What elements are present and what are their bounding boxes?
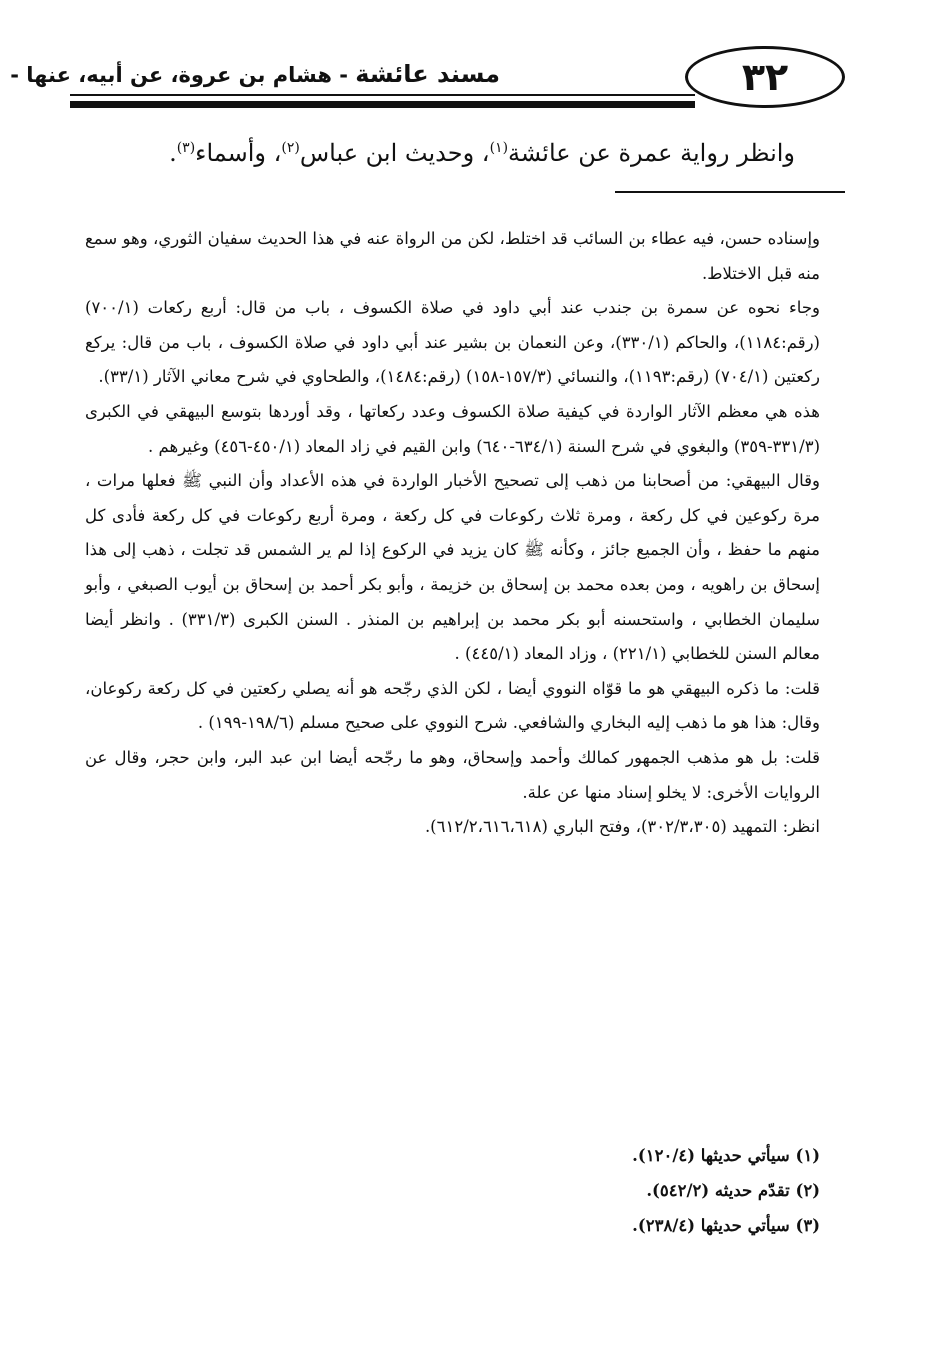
main-text-part: .	[169, 139, 177, 167]
header-rule-thin	[70, 94, 695, 96]
commentary-notes	[85, 222, 820, 845]
note-paragraph: انظر: التمهيد (٣٠٢/٣،٣٠٥)، وفتح الباري (٦١٢/٢،٦١٦،٦١٨).	[424, 817, 820, 837]
page-header	[10, 38, 865, 118]
footnote-separator	[615, 191, 845, 193]
note-paragraph: قلت: ما ذكره البيهقي هو ما قوّاه النووي أيضا ، لكن الذي رجّحه هو أنه يصلي ركعتين في كل ركعة ركوعان، وقال: هذا هو ما ذهب إليه البخاري والشافعي. شرح النووي على صحيح مسلم (١٩٨/٦-١٩٩) .	[85, 678, 820, 733]
note-paragraph: وجاء نحوه عن سمرة بن جندب عند أبي داود في صلاة الكسوف ، باب من قال: أربع ركعات (٧٠٠/١) (رقم:١١٨٤)، والحاكم (٣٣٠/١)، وعن النعمان بن بشير عند أبي داود في صلاة الكسوف ، باب من قال: يركع ركعتين (٧٠٤/١) (رقم:١١٩٣)، والنسائي (١٥٧/٣-١٥٨) (رقم:١٤٨٤)، والطحاوي في شرح معاني الآثار (٣٣/١).	[85, 298, 820, 387]
footnote-item: (١) سيأتي حديثها (١٢٠/٤).	[632, 1146, 820, 1165]
note-paragraph: وإسناده حسن، فيه عطاء بن السائب قد اختلط، لكن من الرواة عنه في هذا الحديث سفيان الثوري، وهو سمع منه قبل الاختلاط.	[85, 229, 820, 283]
main-text-part: ، وأسماء	[195, 139, 282, 167]
main-text-part: وانظر رواية عمرة عن عائشة	[508, 139, 795, 167]
footnote-item: (٣) سيأتي حديثها (٢٣٨/٤).	[632, 1216, 820, 1235]
main-text-part: ، وحديث ابن عباس	[299, 139, 490, 167]
footnote-marker: (٣)	[176, 140, 196, 156]
page-number: ٣٢	[685, 46, 845, 108]
running-title	[10, 60, 500, 88]
note-paragraph: وقال البيهقي: من أصحابنا من ذهب إلى تصحيح الأخبار الواردة في هذه الأعداد وأن النبي ﷺ فعلها مرات ، مرة ركوعين في كل ركعة ، ومرة ثلاث ركوعات في كل ركعة ، ومرة أربع ركوعات في كل ركعة فأدى كل منهم ما حفظ ، وأن الجميع جائز ، وكأنه ﷺ كان يزيد في الركوع إذا لم ير الشمس قد تجلت ، ذهب إلى هذا إسحاق بن راهويه ، ومن بعده محمد بن إسحاق بن خزيمة ، وأبو بكر أحمد بن إسحاق بن أيوب الصبغي ، وأبو سليمان الخطابي ، واستحسنه أبو بكر محمد بن إبراهيم بن المنذر . السنن الكبرى (٣٣١/٣) . وانظر أيضا معالم السنن للخطابي (٢٢١/١) ، وزاد المعاد (٤٤٥/١) .	[85, 471, 820, 664]
note-paragraph: هذه هي معظم الآثار الواردة في كيفية صلاة الكسوف وعدد ركعاتها ، وقد أوردها بتوسع البيهقي في الكبرى (٣٣١/٣-٣٥٩) والبغوي في شرح السنة (٦٣٤/١-٦٤٠) وابن القيم في زاد المعاد (٤٥٠/١-٤٥٦) وغيرهم .	[85, 401, 820, 456]
header-rule-thick	[70, 101, 695, 108]
footnote-marker: (٢)	[281, 140, 300, 156]
note-paragraph: قلت: بل هو مذهب الجمهور كمالك وأحمد وإسحاق، وهو ما رجّحه أيضا ابن عبد البر، وابن حجر، وقال عن الروايات الأخرى: لا يخلو إسناد منها عن علة.	[85, 747, 820, 802]
footnote-item: (٢) تقدّم حديثه (٥٤٢/٢).	[646, 1181, 820, 1200]
footnote-marker: (١)	[489, 140, 509, 156]
footnotes	[85, 1138, 820, 1243]
running-title-sub: - هشام بن عروة، عن أبيه، عنها -	[10, 63, 348, 87]
running-title-main: مسند عائشة	[355, 60, 500, 88]
main-text	[95, 128, 795, 173]
